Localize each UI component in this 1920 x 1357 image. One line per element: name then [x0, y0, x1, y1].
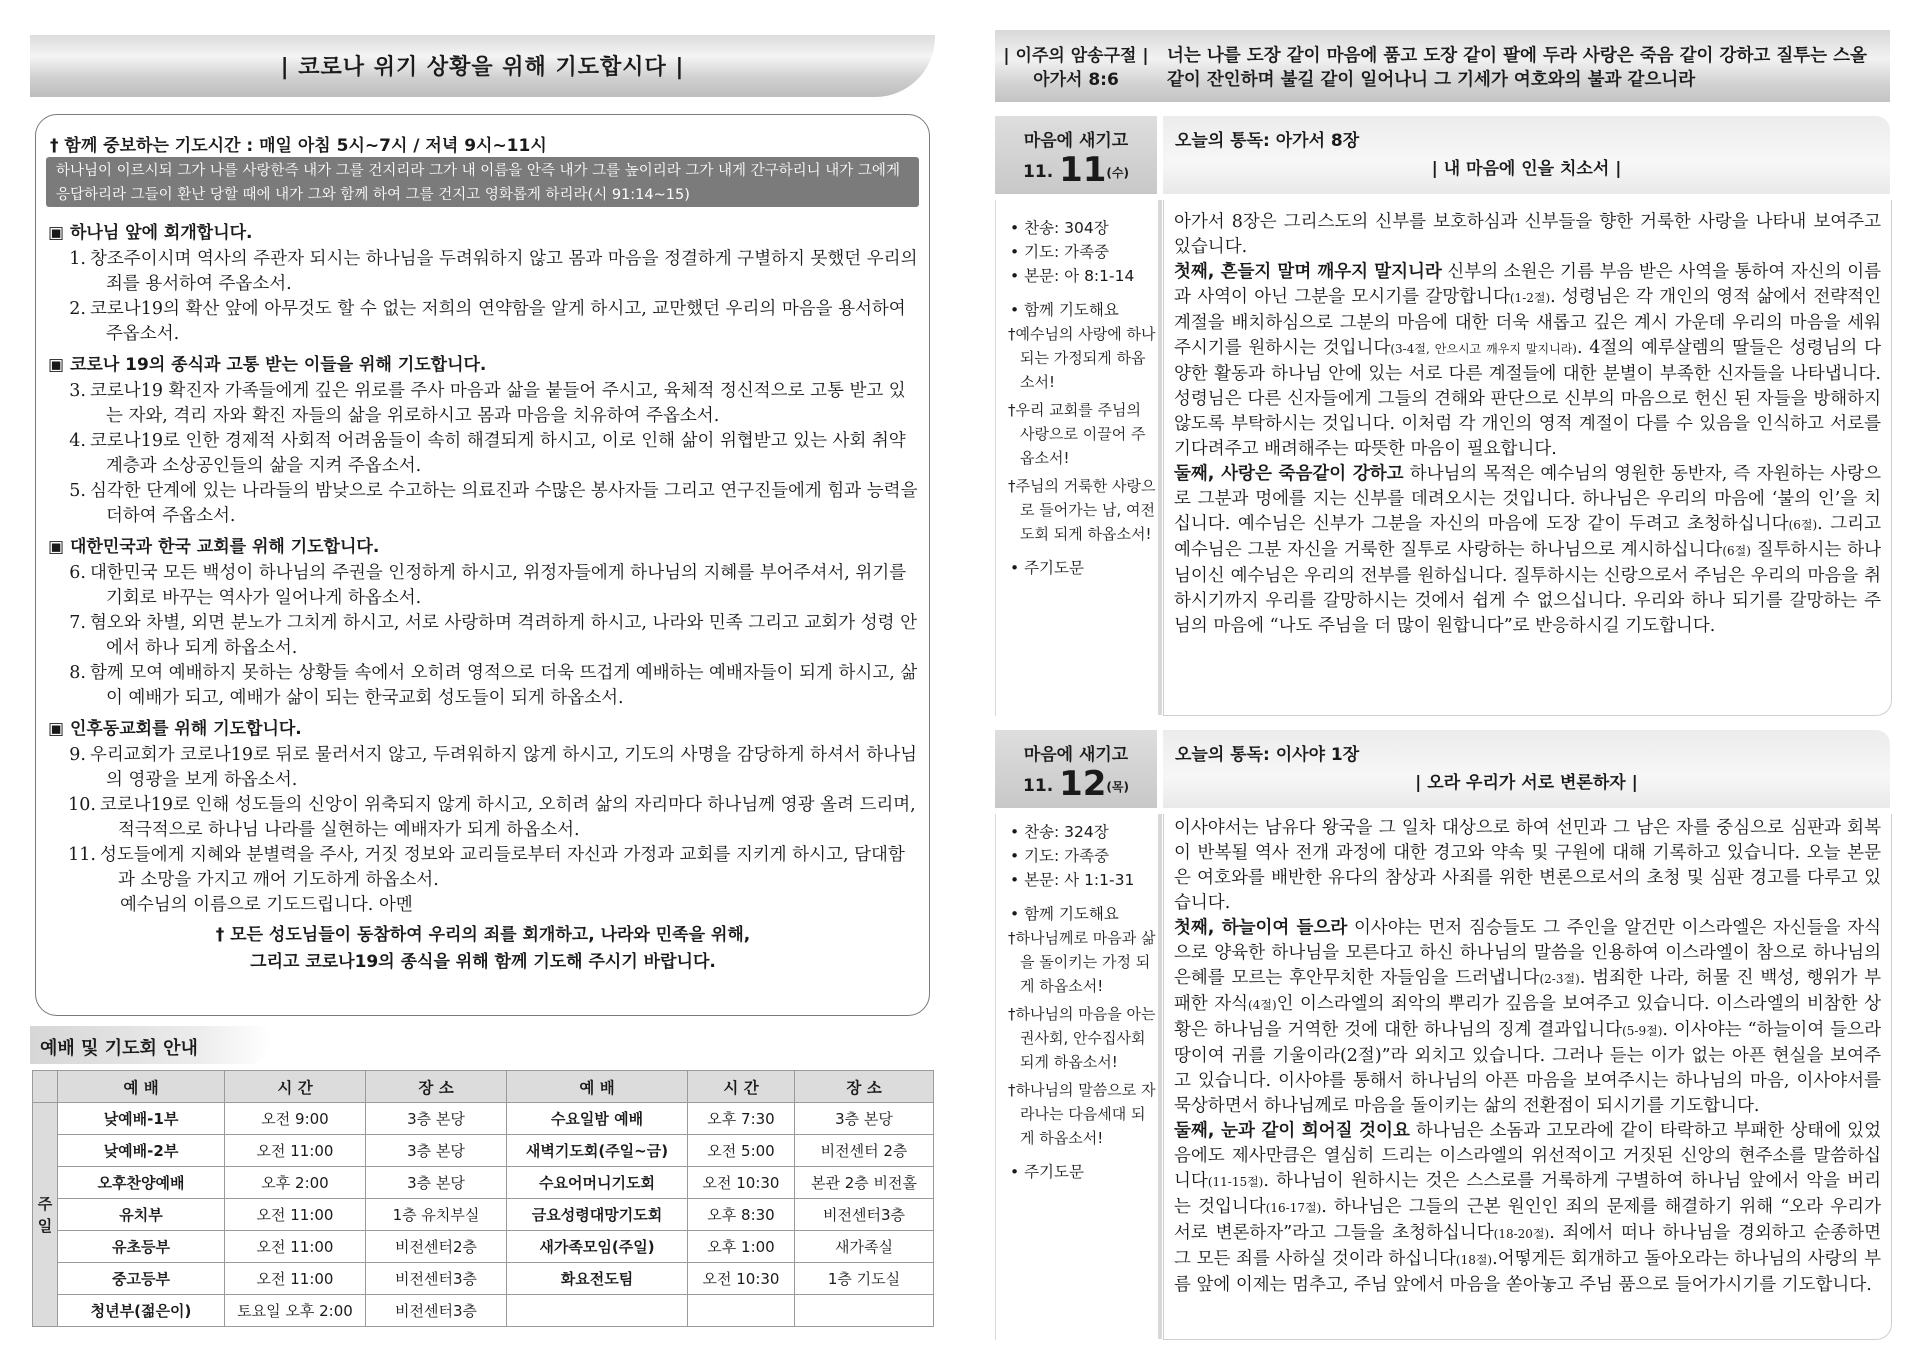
prayer-item: 9. 우리교회가 코로나19로 뒤로 물러서지 않고, 두려워하지 않게 하시고, 기도의 사명을 감당하게 하셔서 하나님의 영광을 보게 하옵소서. [69, 745, 918, 790]
memory-verse-banner [995, 30, 1890, 102]
daily-reading: 오늘의 통독: 이사야 1장 [1175, 745, 1360, 765]
prayer-point: †주님의 거룩한 사랑으로 들어가는 남, 여전도회 되게 하옵소서! [1008, 477, 1156, 543]
table-cell [688, 1295, 795, 1327]
table-header: 예 배 [58, 1071, 225, 1103]
reading-header [1163, 730, 1890, 808]
services-header [30, 1026, 270, 1064]
amen-line: 예수님의 이름으로 기도드립니다. 아멘 [120, 895, 413, 915]
table-row [33, 1295, 934, 1327]
table-cell: 3층 본당 [795, 1103, 934, 1135]
column-divider [1158, 814, 1162, 1339]
sunday-side-label: 주일 [33, 1103, 58, 1327]
table-cell: 새가족모임(주일) [507, 1231, 688, 1263]
date-label: 마음에 새기고 [1023, 745, 1129, 765]
table-cell: 청년부(젊은이) [58, 1295, 225, 1327]
table-row [33, 1199, 934, 1231]
devotion-title: | 내 마음에 인을 치소서 | [1431, 159, 1622, 179]
table-header: 시 간 [688, 1071, 795, 1103]
section-title: ▣ 하나님 앞에 회개합니다. [48, 223, 253, 243]
table-row [33, 1103, 934, 1135]
right-page [985, 30, 1890, 1340]
table-cell: 오전 10:30 [688, 1263, 795, 1295]
table-cell: 1층 기도실 [795, 1263, 934, 1295]
left-page [30, 30, 935, 1340]
table-cell: 오후 8:30 [688, 1199, 795, 1231]
table-row [33, 1231, 934, 1263]
table-header: 장 소 [366, 1071, 507, 1103]
table-cell: 3층 본당 [366, 1135, 507, 1167]
table-cell: 오전 11:00 [225, 1231, 366, 1263]
section-title: ▣ 대한민국과 한국 교회를 위해 기도합니다. [48, 537, 380, 557]
table-cell: 오전 11:00 [225, 1263, 366, 1295]
table-cell: 오전 9:00 [225, 1103, 366, 1135]
prayer-point: †하나님께로 마음과 삶을 돌이키는 가정 되게 하옵소서! [1008, 929, 1156, 995]
prayer-leader: • 기도: 가족중 [1010, 243, 1110, 261]
devotional-day-12 [995, 730, 1890, 1340]
table-cell: 새벽기도회(주일~금) [507, 1135, 688, 1167]
table-cell: 오전 11:00 [225, 1199, 366, 1231]
table-cell: 비전센터 2층 [795, 1135, 934, 1167]
table-cell: 낮예배-1부 [58, 1103, 225, 1135]
table-header-row [33, 1071, 934, 1103]
table-cell: 금요성령대망기도회 [507, 1199, 688, 1231]
prayer-item: 5. 심각한 단계에 있는 나라들의 밤낮으로 수고하는 의료진과 수많은 봉사자들 그리고 연구진들에게 힘과 능력을 더하여 주옵소서. [69, 481, 918, 526]
prayer-time: † 함께 중보하는 기도시간 : 매일 아침 5시~7시 / 저녁 9시~11시 [50, 136, 547, 156]
prayer-item: 10. 코로나19로 인해 성도들의 신앙이 위축되지 않게 하시고, 오히려 삶의 자리마다 하나님께 영광 올려 드리며, 적극적으로 하나님 나라를 실현하는 예배자가 되게 하옵소서. [68, 795, 916, 840]
table-cell: 유초등부 [58, 1231, 225, 1263]
prayer-item: 1. 창조주이시며 역사의 주관자 되시는 하나님을 두려워하지 않고 몸과 마음을 정결하게 구별하지 못했던 우리의 죄를 용서하여 주옵소서. [69, 249, 918, 294]
table-header: 장 소 [795, 1071, 934, 1103]
table-cell: 3층 본당 [366, 1103, 507, 1135]
hymn: • 찬송: 324장 [1010, 823, 1109, 841]
prayer-leader: • 기도: 가족중 [1010, 847, 1110, 865]
table-cell: 토요일 오후 2:00 [225, 1295, 366, 1327]
prayer-item: 7. 혐오와 차별, 외면 분노가 그치게 하시고, 서로 사랑하며 격려하게 하시고, 나라와 민족 그리고 교회가 성령 안에서 하나 되게 하옵소서. [69, 613, 918, 658]
table-cell: 본관 2층 비전홀 [795, 1167, 934, 1199]
date-block [995, 116, 1157, 194]
memory-verse-text: 너는 나를 도장 같이 마음에 품고 도장 같이 팔에 두라 사랑은 죽음 같이 강하고 질투는 스올 같이 잔인하며 불길 같이 일어나니 그 기세가 여호와의 불과 같으니라 [1167, 46, 1867, 90]
prayer-point: †우리 교회를 주님의 사랑으로 이끌어 주옵소서! [1008, 401, 1146, 467]
table-cell: 오전 5:00 [688, 1135, 795, 1167]
table-cell: 오후 7:30 [688, 1103, 795, 1135]
table-cell: 1층 유치부실 [366, 1199, 507, 1231]
table-cell: 중고등부 [58, 1263, 225, 1295]
devotion-body [1163, 814, 1892, 1340]
table-header: 예 배 [507, 1071, 688, 1103]
date-label: 마음에 새기고 [1023, 131, 1129, 151]
table-cell: 유치부 [58, 1199, 225, 1231]
table-row [33, 1135, 934, 1167]
prayer-item: 4. 코로나19로 인한 경제적 사회적 어려움들이 속히 해결되게 하시고, 이로 인해 삶이 위협받고 있는 사회 취약 계층과 소상공인들의 삶을 지켜 주옵소서. [69, 431, 906, 476]
services-title: 예배 및 기도회 안내 [40, 1038, 198, 1059]
hymn: • 찬송: 304장 [1010, 219, 1109, 237]
prayer-item: 6. 대한민국 모든 백성이 하나님의 주권을 인정하게 하시고, 위정자들에게 하나님의 지혜를 부어주셔서, 위기를 기회로 바꾸는 역사가 일어나게 하옵소서. [69, 563, 907, 608]
table-cell [507, 1295, 688, 1327]
services-table [32, 1070, 934, 1327]
date-block [995, 730, 1157, 808]
prayer-item: 11. 성도들에게 지혜와 분별력을 주사, 거짓 정보와 교리들로부터 자신과 가정과 교회를 지키게 하시고, 담대함과 소망을 가지고 깨어 기도하게 하옵소서. [68, 845, 905, 890]
date-value: 11. 11(수) [1023, 150, 1129, 190]
table-cell: 새가족실 [795, 1231, 934, 1263]
table-cell: 수요일밤 예배 [507, 1103, 688, 1135]
devotional-day-11 [995, 116, 1890, 716]
lords-prayer: • 주기도문 [1010, 1163, 1084, 1181]
prayer-item: 8. 함께 모여 예배하지 못하는 상황들 속에서 오히려 영적으로 더욱 뜨겁게 예배하는 예배자들이 되게 하시고, 삶이 예배가 되고, 예배가 삶이 되는 한국교회 성도들이 되게 하옵소서. [69, 663, 918, 708]
pray-together: • 함께 기도해요 [1010, 905, 1119, 923]
column-divider [1158, 200, 1162, 715]
section-title: ▣ 코로나 19의 종식과 고통 받는 이들을 위해 기도합니다. [48, 355, 487, 375]
table-cell: 오전 10:30 [688, 1167, 795, 1199]
table-header-corner [33, 1071, 58, 1103]
prayer-sections [48, 215, 918, 976]
memory-label-ref: 아가서 8:6 [1033, 70, 1119, 90]
table-cell: 오전 11:00 [225, 1135, 366, 1167]
devotion-body [1163, 200, 1892, 716]
prayer-point: †하나님의 마음을 아는 권사회, 안수집사회 되게 하옵소서! [1008, 1005, 1156, 1071]
prayer-point: †하나님의 말씀으로 자라나는 다음세대 되게 하옵소서! [1008, 1081, 1156, 1147]
date-value: 11. 12(목) [1023, 764, 1129, 804]
table-cell: 비전센터2층 [366, 1231, 507, 1263]
devotion-title: | 오라 우리가 서로 변론하자 | [1415, 773, 1638, 793]
prayer-box [35, 114, 930, 1016]
memory-label-title: | 이주의 암송구절 | [1003, 46, 1149, 66]
table-cell [795, 1295, 934, 1327]
section-title: ▣ 인후동교회를 위해 기도합니다. [48, 719, 302, 739]
lords-prayer: • 주기도문 [1010, 559, 1084, 577]
table-cell: 오후 1:00 [688, 1231, 795, 1263]
table-cell: 오후 2:00 [225, 1167, 366, 1199]
worship-order [995, 200, 1158, 716]
reading-header [1163, 116, 1890, 194]
table-cell: 비전센터3층 [795, 1199, 934, 1231]
prayer-item: 2. 코로나19의 확산 앞에 아무것도 할 수 없는 저희의 연약함을 알게 하시고, 교만했던 우리의 마음을 용서하여 주옵소서. [69, 299, 906, 344]
prayer-point: †예수님의 사랑에 하나되는 가정되게 하옵소서! [1008, 325, 1156, 391]
table-cell: 오후찬양예배 [58, 1167, 225, 1199]
prayer-item: 3. 코로나19 확진자 가족들에게 깊은 위로를 주사 마음과 삶을 붙들어 주시고, 육체적 정신적으로 고통 받고 있는 자와, 격리 자와 확진 자들의 삶을 위로하시고 몸과 마음을 치유하여 주옵소서. [69, 381, 906, 426]
table-cell: 3층 본당 [366, 1167, 507, 1199]
daily-reading: 오늘의 통독: 아가서 8장 [1175, 131, 1360, 151]
closing-line-1: † 모든 성도님들이 동참하여 우리의 죄를 회개하고, 나라와 민족을 위해, [215, 925, 751, 945]
table-cell: 화요전도팀 [507, 1263, 688, 1295]
table-cell: 수요어머니기도회 [507, 1167, 688, 1199]
closing-line-2: 그리고 코로나19의 종식을 위해 함께 기도해 주시기 바랍니다. [250, 952, 716, 972]
verse-bar: 하나님이 이르시되 그가 나를 사랑한즉 내가 그를 건지리라 그가 내 이름을 안즉 내가 그를 높이리라 그가 내게 간구하리니 내가 그에게 응답하리라 그들이 환난 당할 때에 내가 그와 함께 하여 그를 건지고 영화롭게 하리라(시 91:14~15) [46, 157, 919, 207]
scripture: • 본문: 아 8:1-14 [1010, 267, 1135, 285]
worship-order [995, 814, 1158, 1340]
table-cell: 비전센터3층 [366, 1295, 507, 1327]
memory-verse-label [995, 44, 1157, 92]
devotion-paragraph: 이사야서는 남유다 왕국을 그 일차 대상으로 하여 선민과 그 남은 자를 중심으로 심판과 회복이 반복될 역사 전개 과정에 대한 경고와 약속 및 구원에 대해 기록하고 있습니다. 오늘 본문은 여호와를 배반한 유다의 참상과 사죄를 위한 변론으로서의 초청 및 심판 경고를 다루고 있습니다. 첫째, 하늘이여 들으라 이사야는 먼저 짐승들도 그 주인을 알건만 이스라엘은 자신들을 자식으로 양육한 하나님을 모른다고 하신 하나님의 말씀을 인용하여 이스라엘이 참으로 하나님의 은혜를 모르는 후안무치한 자들임을 드러냅니다(2-3절). 범죄한 나라, 허물 진 백성, 행위가 부패한 자식(4절)인 이스라엘의 죄악의 뿌리가 깊음을 보여주고 있습니다. 이스라엘의 비참한 상황은 하나님을 거역한 것에 대한 하나님의 징계 결과입니다(5-9절). 이사야는 “하늘이여 들으라 땅이여 귀를 기울이라(2절)”라 외치고 있습니다. 그러나 듣는 이가 없는 아픈 현실을 보여주고 있습니다. 이사야를 통해서 하나님의 아픈 마음을 보여주시는 하나님의 마음, 이사야서를 묵상하면서 하나님께로 마음을 돌이키는 삶의 전환점이 되시기를 기도합니다. 둘째, 눈과 같이 희어질 것이요 하나님은 소돔과 고모라에 같이 타락하고 부패한 상태에 있었음에도 제사만큼은 열심히 드리는 이스라엘의 위선적이고 거짓된 신앙의 현주소를 말씀하십니다(11-15절). 하나님이 원하시는 것은 스스로를 거룩하게 구별하여 하나님 앞에서 악을 버리는 것입니다(16-17절). 하나님은 그들의 근본 원인인 죄의 문제를 해결하기 위해 “오라 우리가 서로 변론하자”라고 그들을 초청하십니다(18-20절). 죄에서 떠나 하나님을 경외하고 순종하면 그 모든 죄를 사하실 것이라 하십니다(18절).어떻게든 회개하고 돌아오라는 하나님의 사랑의 부름 앞에 이제는 멈추고, 주님 앞에서 마음을 쏟아놓고 주님 품으로 들어가시기를 기도합니다. [1174, 818, 1882, 1295]
title-banner [30, 35, 935, 97]
table-cell: 낮예배-2부 [58, 1135, 225, 1167]
scripture: • 본문: 사 1:1-31 [1010, 871, 1135, 889]
table-row [33, 1263, 934, 1295]
table-cell: 비전센터3층 [366, 1263, 507, 1295]
devotion-paragraph: 아가서 8장은 그리스도의 신부를 보호하심과 신부들을 향한 거룩한 사랑을 나타내 보여주고 있습니다. 첫째, 흔들지 말며 깨우지 말지니라 신부의 소원은 기름 부음 받은 사역을 통하여 자신의 이름과 사역이 아닌 그분을 모시기를 갈망합니다(1-2절). 성령님은 각 개인의 영적 삶에서 전략적인 계절을 배치하심으로 그분의 마음에 대한 더욱 새롭고 깊은 계시 가운데 우리의 마음을 세워주시기를 원하시는 것입니다(3-4절, 안으시고 깨우지 말지니라). 4절의 예루살렘의 딸들은 성령님의 다양한 활동과 하나님 안에 있는 서로 다른 계절들에 대한 분별이 부족한 신자들을 나타냅니다. 성령님은 다른 신자들에게 그들의 견해와 판단으로 신부의 마음으로 헌신 된 자들을 방해하지 않도록 부탁하시는 것입니다. 이처럼 각 개인의 영적 계절이 다를 수 있음을 인식하고 서로를 기다려주고 배려해주는 따뜻한 마음이 필요합니다. 둘째, 사랑은 죽음같이 강하고 하나님의 목적은 예수님의 영원한 동반자, 즉 자원하는 사랑으로 그분과 멍에를 지는 신부를 데려오시는 것입니다. 하나님은 우리의 마음에 ‘불의 인’을 치십니다. 예수님은 신부가 그분을 자신의 마음에 도장 같이 두려고 초청하십니다(6절). 그리고 예수님은 그분 자신을 거룩한 질투로 사랑하는 하나님으로 계시하십니다(6절) 질투하시는 하나님이신 예수님은 우리의 전부를 원하십니다. 질투하시는 신랑으로서 주님은 우리의 마음을 취하시기까지 우리를 갈망하시는 것에서 쉽게 수 없으십니다. 우리와 하나 되기를 갈망하는 주님의 마음에 “나도 주님을 더 많이 원합니다”로 반응하시길 기도합니다. [1174, 212, 1881, 636]
table-row [33, 1167, 934, 1199]
pray-together: • 함께 기도해요 [1010, 301, 1119, 319]
page-title: | 코로나 위기 상황을 위해 기도합시다 | [280, 55, 685, 80]
table-header: 시 간 [225, 1071, 366, 1103]
